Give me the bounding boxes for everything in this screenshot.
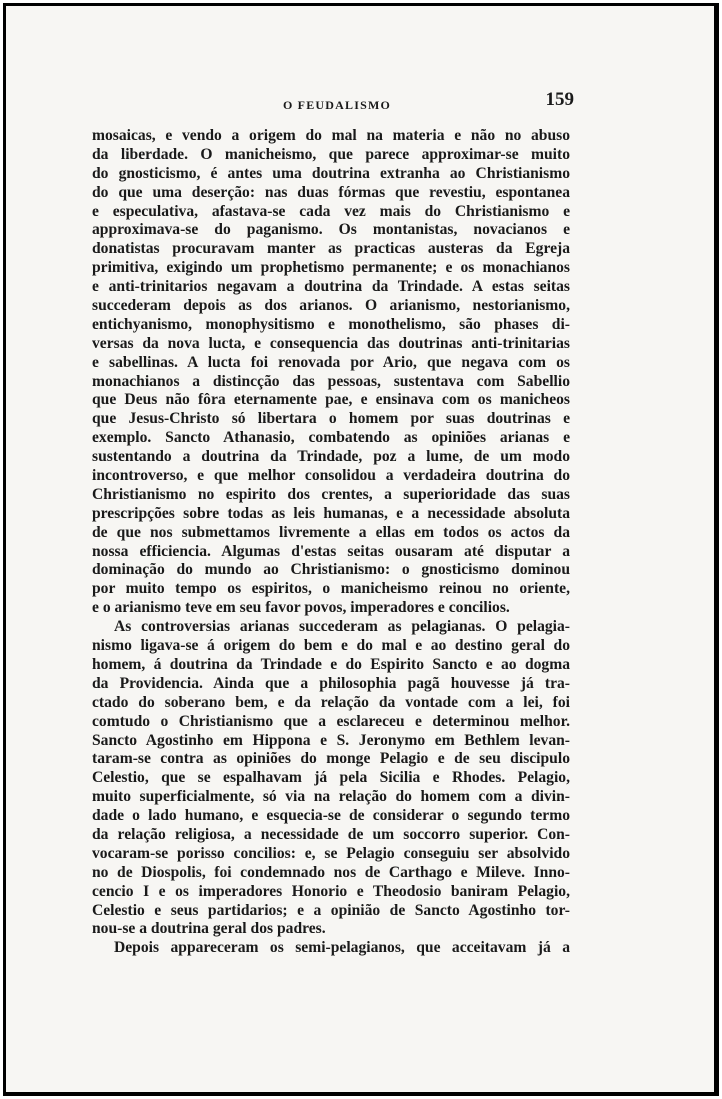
text-line: versas da nova lucta, e consequencia das doutrinas anti-trinitarias [92,334,570,352]
text-line: Christianismo no espirito dos crentes, a superioridade das suas [92,485,570,503]
text-line: sustentando a doutrina da Trindade, poz a lume, de um modo [92,448,570,466]
text-line: Sancto Agostinho em Hippona e S. Jeronymo em Bethlem levan- [92,731,570,749]
text-line: incontroverso, e que melhor consolidou a verdadeira doutrina do [92,467,570,485]
text-line: succederam depois as dos arianos. O arianismo, nestorianismo, [92,297,570,315]
text-line: exemplo. Sancto Athanasio, combatendo as opiniões arianas e [92,429,570,447]
text-line: e sabellinas. A lucta foi renovada por Ario, que negava com os [92,353,570,371]
text-line: e especulativa, afastava-se cada vez mais do Christianismo e [92,202,570,220]
text-line: donatistas procuravam manter as practicas austeras da Egreja [92,240,570,258]
text-line: ctado do soberano bem, e da relação da vontade com a lei, foi [92,693,570,711]
text-line: Celestio e seus partidarios; e a opinião de Sancto Agostinho tor- [92,901,570,919]
text-line: prescripções sobre todas as leis humanas, e a necessidade absoluta [92,504,570,522]
text-line: taram-se contra as opiniões do monge Pelagio e de seu discipulo [92,750,570,768]
text-line: dade o lado humano, e esquecia-se de considerar o segundo termo [92,807,570,825]
text-line: Depois appareceram os semi-pelagianos, que acceitavam já a [114,939,570,957]
text-line: nismo ligava-se á origem do bem e do mal e ao destino geral do [92,637,570,655]
text-line: primitiva, exigindo um prophetismo permanente; e os monachianos [92,259,570,277]
text-line: dominação do mundo ao Christianismo: o gnosticismo dominou [92,561,570,579]
text-line: nou-se a doutrina geral dos padres. [92,920,326,938]
text-line: de que nos submettamos livremente a ellas em todos os actos da [92,523,570,541]
text-line: no de Diospolis, foi condemnado nos de Carthago e Mileve. Inno- [92,863,570,881]
text-line: entichyanismo, monophysitismo e monothelismo, são phases di- [92,315,570,333]
running-title: O FEUDALISMO [282,98,392,112]
text-line: que Jesus-Christo só libertara o homem por suas doutrinas e [92,410,570,428]
text-line: por muito tempo os espiritos, o manicheismo reinou no oriente, [92,580,570,598]
text-line: do que uma deserção: nas duas fórmas que revestiu, espontanea [92,183,570,201]
text-line: Celestio, que se espalhavam já pela Sicilia e Rhodes. Pelagio, [92,769,570,787]
text-line: nossa efficiencia. Algumas d'estas seitas ousaram até disputar a [92,542,570,560]
text-line: da relação religiosa, a necessidade de um soccorro superior. Con- [92,825,570,843]
text-line: mosaicas, e vendo a origem do mal na materia e não no abuso [92,127,570,144]
text-line: que Deus não fôra eternamente pae, e ensinava com os manicheos [92,391,570,409]
text-line: As controversias arianas succederam as pelagianas. O pelagia- [114,618,570,636]
text-line: e anti-trinitarios negavam a doutrina da Trindade. A estas seitas [92,278,570,296]
body-text [92,127,570,958]
text-line: comtudo o Christianismo que a esclareceu e determinou melhor. [92,712,570,730]
text-line: muito superficialmente, só via na relação do homem com a divin- [92,788,570,806]
text-line: monachianos a distincção das pessoas, sustentava com Sabellio [92,372,570,390]
page-header [98,84,576,124]
text-line: do gnosticismo, é antes uma doutrina extranha ao Christianismo [92,164,570,182]
text-line: cencio I e os imperadores Honorio e Theodosio baniram Pelagio, [92,882,570,900]
text-line: vocaram-se porisso concilios: e, se Pelagio conseguiu ser absolvido [92,844,570,862]
text-line: da Providencia. Ainda que a philosophia pagã houvesse já tra- [92,674,570,692]
text-line: da liberdade. O manicheismo, que parece approximar-se muito [92,145,570,163]
text-line: e o arianismo teve em seu favor povos, imperadores e concilios. [92,599,510,617]
text-line: homem, á doutrina da Trindade e do Espirito Sancto e ao dogma [92,655,570,673]
text-line: approximava-se do paganismo. Os montanistas, novacianos e [92,221,570,239]
page-number: 159 [545,89,574,110]
